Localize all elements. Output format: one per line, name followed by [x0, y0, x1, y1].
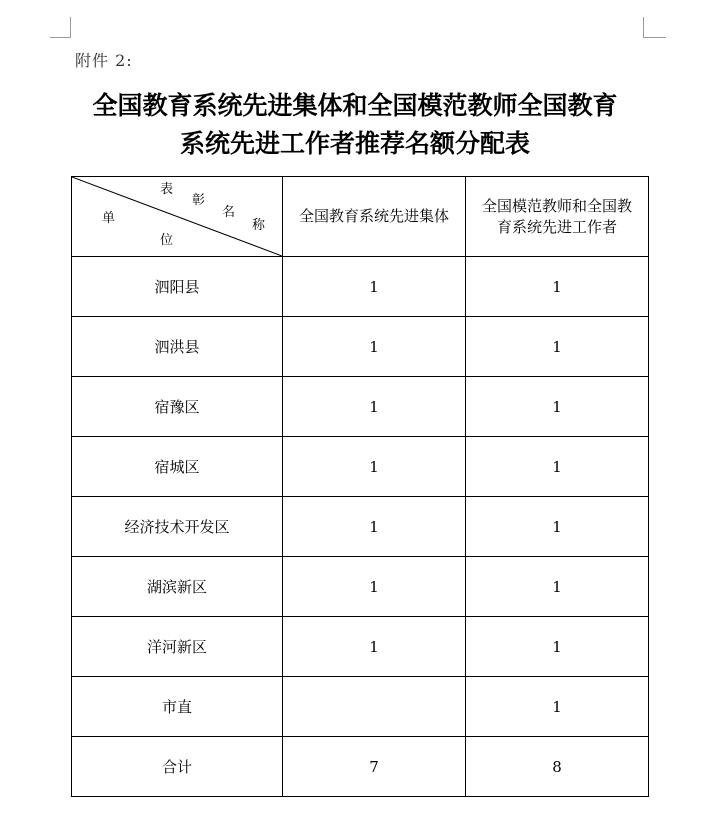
table-row — [72, 317, 649, 377]
collective-count-cell: 1 — [283, 617, 466, 677]
unit-cell: 经济技术开发区 — [72, 497, 283, 557]
table-body — [72, 177, 649, 797]
unit-cell: 市直 — [72, 677, 283, 737]
worker-count-cell: 1 — [466, 677, 649, 737]
collective-count-cell: 7 — [283, 737, 466, 797]
unit-cell: 宿城区 — [72, 437, 283, 497]
column-header-worker: 全国模范教师和全国教育系统先进工作者 — [466, 177, 649, 257]
table-row — [72, 677, 649, 737]
unit-cell: 泗洪县 — [72, 317, 283, 377]
table-row — [72, 497, 649, 557]
collective-count-cell — [283, 677, 466, 737]
document-title-line-2: 系统先进工作者推荐名额分配表 — [179, 129, 530, 158]
collective-count-cell: 1 — [283, 257, 466, 317]
diag-top-char-1: 表 — [160, 182, 174, 197]
unit-cell: 合计 — [72, 737, 283, 797]
diag-bottom-char-1: 单 — [102, 211, 116, 226]
worker-count-cell: 1 — [466, 497, 649, 557]
attachment-label: 附件 2: — [75, 51, 133, 70]
diag-bottom-char-2: 位 — [160, 233, 174, 248]
collective-count-cell: 1 — [283, 557, 466, 617]
column-header-collective: 全国教育系统先进集体 — [283, 177, 466, 257]
collective-count-cell: 1 — [283, 497, 466, 557]
table-row — [72, 617, 649, 677]
unit-cell: 宿豫区 — [72, 377, 283, 437]
crop-mark-top-left — [50, 17, 71, 38]
worker-count-cell: 1 — [466, 617, 649, 677]
quota-allocation-table — [71, 176, 649, 797]
diag-top-char-3: 名 — [222, 205, 236, 220]
collective-count-cell: 1 — [283, 317, 466, 377]
table-row — [72, 437, 649, 497]
diag-top-char-2: 彰 — [192, 193, 206, 208]
table-row — [72, 737, 649, 797]
table-row — [72, 257, 649, 317]
table-row — [72, 557, 649, 617]
document-title-line-1: 全国教育系统先进集体和全国模范教师全国教育 — [92, 91, 618, 120]
crop-mark-top-right — [643, 17, 666, 38]
collective-count-cell: 1 — [283, 377, 466, 437]
worker-count-cell: 1 — [466, 257, 649, 317]
worker-count-cell: 1 — [466, 377, 649, 437]
diag-top-char-4: 称 — [252, 218, 266, 233]
collective-count-cell: 1 — [283, 437, 466, 497]
header-row — [72, 177, 649, 257]
worker-count-cell: 1 — [466, 437, 649, 497]
worker-count-cell: 8 — [466, 737, 649, 797]
unit-cell: 湖滨新区 — [72, 557, 283, 617]
worker-count-cell: 1 — [466, 317, 649, 377]
worker-count-cell: 1 — [466, 557, 649, 617]
diagonal-header-cell — [72, 177, 283, 257]
unit-cell: 泗阳县 — [72, 257, 283, 317]
table-row — [72, 377, 649, 437]
unit-cell: 洋河新区 — [72, 617, 283, 677]
